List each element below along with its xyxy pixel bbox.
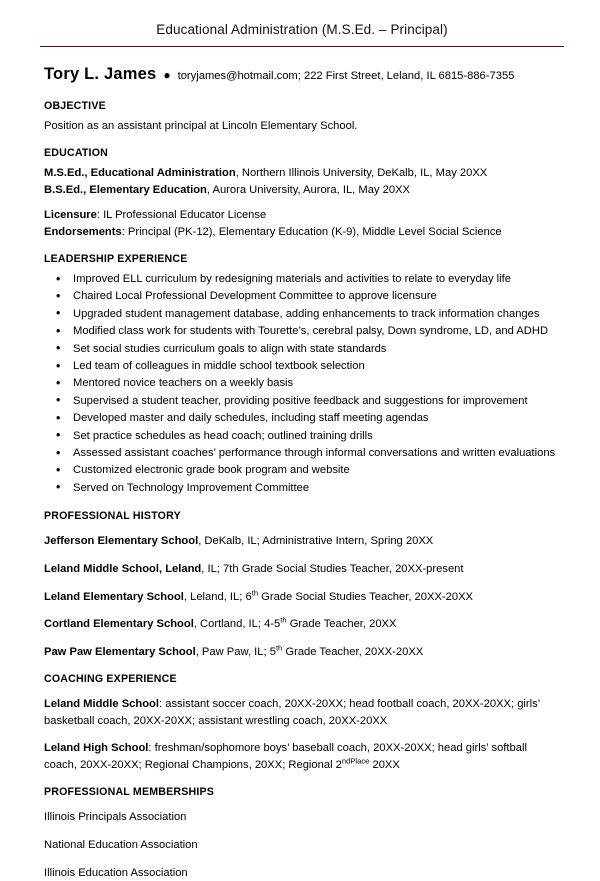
section-heading-coaching: COACHING EXPERIENCE [44,673,177,686]
header-divider [40,46,564,47]
endorsements-label: Endorsements [44,226,122,238]
history-entry [44,616,560,632]
coaching-text-after: 20XX [369,758,400,771]
history-detail-after: Grade Teacher, 20XX-20XX [282,645,424,658]
list-item: • Improved ELL curriculum by redesigning materials and activities to relate to everyday life [44,271,560,288]
section-professional-history [44,510,560,660]
candidate-name: Tory L. James [44,65,157,83]
section-heading-education: EDUCATION [44,147,108,159]
name-contact-line [44,65,560,84]
coaching-text: : freshman/sophomore boys’ baseball coach, 20XX-20XX; head girls’ softball coach, 20XX-20XX; Regional Champions, 20XX; Regional 2 [44,742,527,771]
list-item: • Led team of colleagues in middle school textbook selection [44,358,560,375]
education-detail: , Aurora University, Aurora, IL, May 20XX [206,184,411,196]
coaching-employer: Leland High School [44,742,149,755]
ordinal-suffix: th [275,643,283,653]
objective-text: Position as an assistant principal at Lincoln Elementary School. [44,120,358,132]
history-entry [44,644,560,660]
education-degree: M.S.Ed., Educational Administration [44,167,236,179]
coaching-entry [44,696,560,729]
licensure-text: : IL Professional Educator License [96,209,267,221]
history-detail: , Paw Paw, IL; 5 [195,645,276,658]
section-heading-professional-history: PROFESSIONAL HISTORY [44,510,181,523]
membership-item: Illinois Principals Association [44,811,187,824]
list-item: • Upgraded student management database, adding enhancements to track information changes [44,306,560,323]
section-heading-objective: OBJECTIVE [44,100,106,112]
section-objective [44,100,560,134]
ordinal-suffix: th [251,587,259,597]
contact-info: toryjames@hotmail.com; 222 First Street, Leland, IL 6815-886-7355 [177,70,515,82]
section-leadership-experience [44,253,560,497]
endorsements-text: : Principal (PK-12), Elementary Education (K-9), Middle Level Social Science [121,226,502,238]
history-entry [44,533,560,549]
history-employer: Leland Middle School, Leland [44,563,202,576]
history-entry [44,561,560,577]
education-detail: , Northern Illinois University, DeKalb, IL, May 20XX [235,167,488,179]
history-employer: Paw Paw Elementary School [44,645,196,658]
section-heading-memberships: PROFESSIONAL MEMBERSHIPS [44,786,215,799]
coaching-entry [44,740,560,773]
list-item: • Mentored novice teachers on a weekly basis [44,375,560,392]
coaching-employer: Leland Middle School [44,698,159,711]
membership-item: National Education Association [44,839,198,852]
history-detail-after: Grade Teacher, 20XX [286,618,397,631]
ordinal-suffix: th [280,615,287,625]
list-item: • Set practice schedules as head coach; outlined training drills [44,428,560,445]
section-professional-memberships [44,786,560,881]
list-item: • Set social studies curriculum goals to align with state standards [44,341,560,358]
endorsements-line [44,224,560,240]
education-degree: B.S.Ed., Elementary Education [44,184,207,196]
list-item: • Served on Technology Improvement Committee [44,480,560,497]
history-employer: Leland Elementary School [44,590,184,603]
section-education [44,147,560,240]
history-employer: Cortland Elementary School [44,618,194,631]
page-title: Educational Administration (M.S.Ed. – Principal) [156,22,448,37]
history-detail-after: Grade Social Studies Teacher, 20XX-20XX [258,590,474,603]
history-detail: , IL; 7th Grade Social Studies Teacher, 20XX-present [201,563,464,576]
history-employer: Jefferson Elementary School [44,535,199,548]
section-heading-leadership: LEADERSHIP EXPERIENCE [44,253,188,265]
coaching-text: : assistant soccer coach, 20XX-20XX; head football coach, 20XX-20XX; girls’ basketball coach, 20XX-20XX; assistant wrestling coach, 20XX-20XX [44,698,540,727]
licensure-label: Licensure [44,209,97,221]
history-detail: , Leland, IL; 6 [183,590,252,603]
ordinal-suffix: ndPlace [341,756,370,766]
list-item: • Modified class work for students with Tourette’s, cerebral palsy, Down syndrome, LD, and ADHD [44,323,560,340]
education-entry [44,165,560,181]
list-item: • Chaired Local Professional Development Committee to approve licensure [44,288,560,305]
bullet-separator-icon: ● [163,68,171,82]
list-item: • Developed master and daily schedules, including staff meeting agendas [44,410,560,427]
section-coaching-experience [44,673,560,773]
spacer [44,198,560,207]
history-entry [44,589,560,605]
membership-item: Illinois Education Association [44,866,188,879]
list-item: • Assessed assistant coaches’ performance through informal conversations and written evaluations [44,445,560,462]
education-entry [44,182,560,198]
list-item: • Supervised a student teacher, providing positive feedback and suggestions for improvement [44,393,560,410]
history-detail: , Cortland, IL; 4-5 [193,618,281,631]
history-detail: , DeKalb, IL; Administrative Intern, Spring 20XX [198,535,434,548]
leadership-bullet-list [44,271,560,497]
licensure-line [44,207,560,223]
list-item: • Customized electronic grade book program and website [44,462,560,479]
